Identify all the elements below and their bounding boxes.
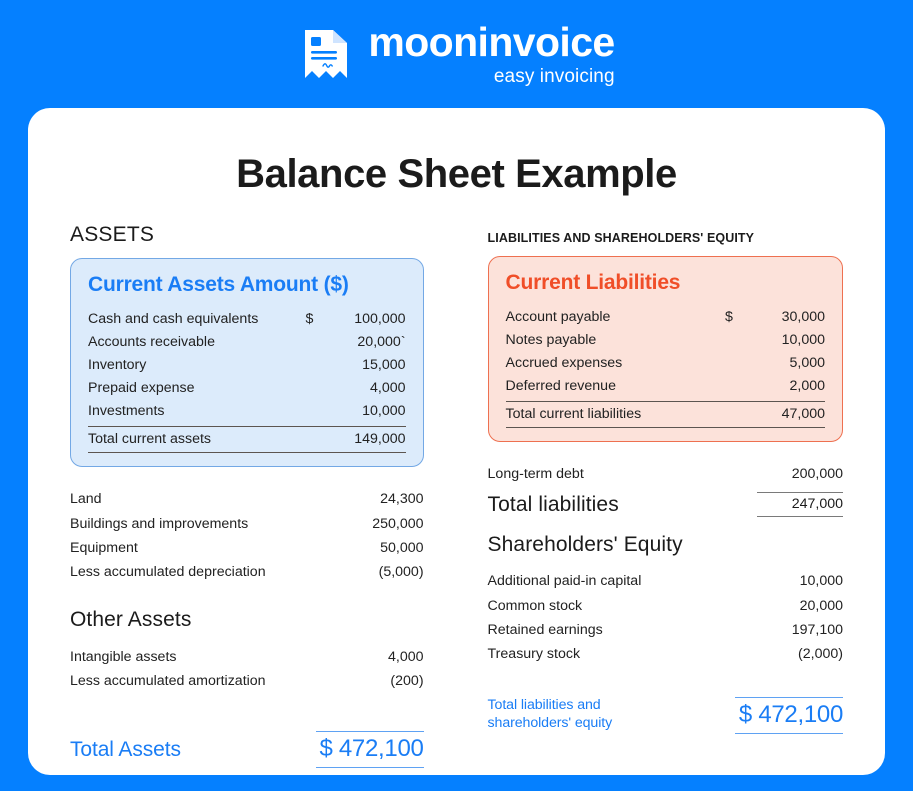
table-row: [488, 618, 843, 642]
row-amount: 149,000: [354, 430, 406, 447]
brand-header: [0, 0, 913, 108]
row-amount: 30,000: [781, 308, 825, 325]
table-row: [506, 328, 825, 351]
total-liabilities-amount: 247,000: [757, 492, 843, 517]
balance-sheet-card: [28, 108, 885, 775]
total-liabilities-label: Total liabilities: [487, 492, 619, 516]
brand-name: mooninvoice: [368, 19, 615, 65]
label-line-2: shareholders' equity: [487, 715, 613, 732]
table-row: [488, 569, 843, 593]
total-liabilities-row: [488, 492, 843, 517]
row-label: Retained earnings: [487, 622, 603, 639]
table-row: [88, 330, 406, 353]
liabilities-equity-column: [488, 223, 843, 768]
row-amount: 2,000: [789, 378, 825, 395]
row-currency: $: [725, 308, 733, 325]
row-amount: 200,000: [791, 465, 843, 482]
fixed-assets-group: [70, 487, 424, 585]
row-amount: 10,000: [781, 331, 825, 348]
row-amount: 24,300: [380, 491, 424, 508]
total-assets-row: [70, 731, 424, 768]
total-liabilities-equity-row: [488, 697, 843, 734]
row-amount: (2,000): [798, 646, 843, 663]
assets-heading: ASSETS: [70, 223, 155, 246]
row-label: Deferred revenue: [505, 378, 616, 395]
divider: [88, 452, 406, 453]
long-term-debt-group: [488, 462, 843, 486]
row-label: Accounts receivable: [88, 333, 215, 350]
row-label: Treasury stock: [487, 646, 581, 663]
total-assets-label: Total Assets: [70, 738, 181, 762]
assets-column: [70, 223, 424, 768]
row-amount: (200): [390, 673, 424, 689]
table-row: [488, 594, 843, 618]
row-amount: 50,000: [380, 539, 424, 556]
balance-sheet-columns: [68, 223, 845, 768]
table-row: [488, 462, 843, 486]
row-label: Less accumulated depreciation: [70, 564, 266, 581]
current-liabilities-box: [488, 256, 843, 442]
row-amount: 10,000: [799, 573, 843, 590]
row-label: Accrued expenses: [505, 354, 623, 371]
current-liabilities-title: Current Liabilities: [505, 271, 681, 294]
table-row: [88, 400, 406, 423]
row-amount: 4,000: [388, 648, 424, 665]
table-row: [506, 375, 825, 398]
row-amount: 20,000`: [357, 333, 406, 350]
row-amount: 47,000: [781, 405, 825, 422]
row-amount: (5,000): [378, 564, 424, 581]
row-amount: 4,000: [370, 380, 406, 397]
divider: [506, 427, 825, 428]
row-amount: 20,000: [799, 597, 843, 614]
current-assets-box: [70, 258, 424, 467]
row-label: Common stock: [487, 597, 583, 614]
label-line-1: Total liabilities and: [487, 697, 601, 714]
row-amount: 197,100: [791, 622, 843, 639]
row-amount: 5,000: [789, 354, 825, 371]
row-label: Land: [70, 491, 102, 508]
row-label: Cash and cash equivalents: [88, 310, 259, 327]
row-label: Inventory: [88, 356, 147, 373]
equity-group: [488, 569, 843, 667]
total-liabilities-equity-label: [488, 697, 735, 733]
row-label: Buildings and improvements: [70, 515, 249, 532]
liabilities-heading: LIABILITIES AND SHAREHOLDERS' EQUITY: [487, 231, 755, 245]
other-assets-heading: Other Assets: [70, 608, 192, 632]
table-row: [70, 644, 424, 668]
row-label: Account payable: [505, 308, 611, 325]
total-assets-amount: $ 472,100: [316, 731, 424, 768]
row-amount: 10,000: [362, 403, 406, 420]
row-label: Equipment: [70, 539, 138, 556]
brand-tagline: easy invoicing: [493, 66, 615, 87]
row-label: Less accumulated amortization: [70, 673, 266, 689]
current-assets-title: Current Assets Amount ($): [88, 273, 349, 296]
table-row: [506, 351, 825, 374]
row-currency: $: [305, 310, 314, 327]
row-label: Intangible assets: [70, 648, 177, 665]
row-label: Prepaid expense: [88, 380, 195, 397]
row-label: Notes payable: [505, 331, 597, 348]
row-amount: 100,000: [354, 310, 406, 327]
table-row: [70, 511, 424, 535]
table-row: [70, 487, 424, 511]
other-assets-group: [70, 644, 424, 693]
row-amount: 250,000: [372, 515, 424, 532]
table-row: [70, 560, 424, 584]
page-title: Balance Sheet Example: [236, 152, 677, 196]
table-row: [506, 305, 825, 328]
table-row: [88, 377, 406, 400]
invoice-document-icon: [298, 26, 354, 82]
table-row: [70, 536, 424, 560]
table-row: [488, 642, 843, 666]
table-row: [70, 669, 424, 693]
brand-wordmark: [368, 19, 615, 87]
table-row: [88, 353, 406, 376]
row-label: Additional paid-in capital: [487, 573, 642, 590]
equity-heading: Shareholders' Equity: [487, 533, 683, 557]
total-row: [506, 402, 825, 424]
row-label: Total current assets: [88, 430, 212, 447]
row-label: Investments: [88, 403, 165, 420]
table-row: [88, 307, 406, 330]
row-amount: 15,000: [362, 356, 406, 373]
total-liabilities-equity-amount: $ 472,100: [735, 697, 843, 734]
row-label: Long-term debt: [487, 465, 584, 482]
row-label: Total current liabilities: [505, 405, 642, 422]
total-row: [88, 427, 406, 449]
